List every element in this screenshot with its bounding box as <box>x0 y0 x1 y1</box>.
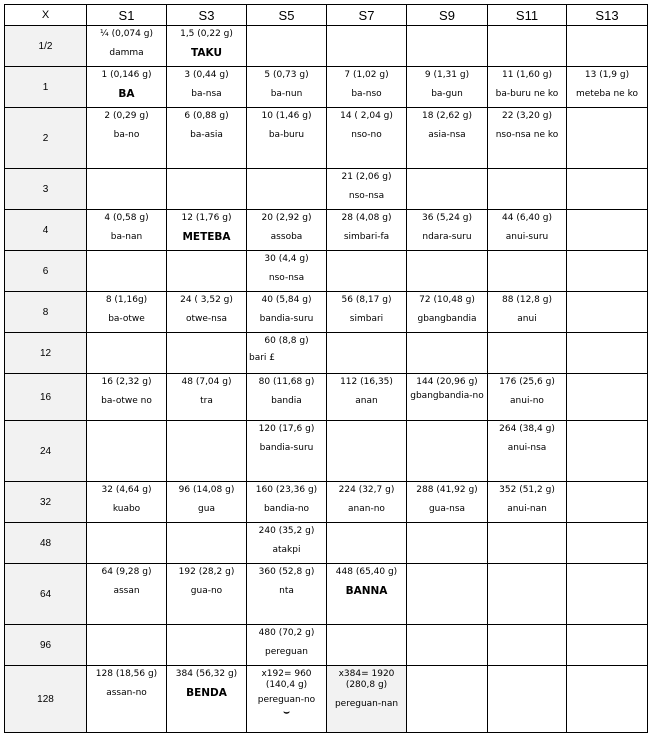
empty-cell <box>488 625 567 666</box>
empty-cell <box>567 108 648 169</box>
empty-cell <box>488 523 567 564</box>
empty-cell <box>327 625 407 666</box>
table-cell <box>247 210 327 251</box>
empty-cell <box>327 26 407 67</box>
empty-cell <box>407 169 488 210</box>
weight-name: meteba ne ko <box>576 89 638 99</box>
empty-cell <box>407 251 488 292</box>
weight-name: ba-no <box>113 130 140 140</box>
weight-value: 224 (32,7 g) <box>338 485 395 495</box>
weight-value: 3 (0,44 g) <box>184 70 229 80</box>
weight-name: METEBA <box>182 231 231 243</box>
table-cell <box>327 292 407 333</box>
col-header-s11: S11 <box>488 5 567 26</box>
weight-value: 6 (0,88 g) <box>184 111 229 121</box>
table-row <box>5 421 648 482</box>
empty-cell <box>567 251 648 292</box>
table-cell <box>167 67 247 108</box>
annotation-mark: ⌣ <box>283 707 290 718</box>
table-cell <box>407 482 488 523</box>
weight-value: 36 (5,24 g) <box>422 213 472 223</box>
table-cell <box>167 210 247 251</box>
weight-value: 20 (2,92 g) <box>261 213 312 223</box>
weight-name: ba-asia <box>190 130 223 140</box>
row-multiplier-cell: 8 <box>5 292 87 333</box>
table-cell <box>327 108 407 169</box>
table-row <box>5 292 648 333</box>
empty-cell <box>488 169 567 210</box>
weight-value: 2 (0,29 g) <box>104 111 149 121</box>
row-multiplier-cell: 128 <box>5 666 87 733</box>
weight-name: bari £ <box>249 353 276 363</box>
weight-value: 448 (65,40 g) <box>335 567 398 577</box>
empty-cell <box>567 292 648 333</box>
table-row <box>5 374 648 421</box>
empty-cell <box>567 482 648 523</box>
table-cell <box>247 374 327 421</box>
weight-name: nso-no <box>351 130 382 140</box>
weight-value: 56 (8,17 g) <box>341 295 392 305</box>
weight-value: 44 (6,40 g) <box>502 213 552 223</box>
weight-name: bandia-no <box>263 504 310 514</box>
empty-cell <box>407 523 488 564</box>
table-row <box>5 210 648 251</box>
weight-name: BANNA <box>345 585 388 597</box>
weight-value: 120 (17,6 g) <box>258 424 315 434</box>
weight-value: 360 (52,8 g) <box>258 567 315 577</box>
table-cell <box>247 523 327 564</box>
table-cell <box>247 666 327 733</box>
table-cell <box>488 374 567 421</box>
table-cell <box>407 374 488 421</box>
table-cell <box>488 292 567 333</box>
empty-cell <box>407 666 488 733</box>
table-cell <box>488 421 567 482</box>
weight-name: bandia-suru <box>259 314 314 324</box>
empty-cell <box>567 333 648 374</box>
header-row <box>5 5 648 26</box>
col-header-s3: S3 <box>167 5 247 26</box>
table-cell <box>247 333 327 374</box>
weight-name: assan <box>113 586 140 596</box>
weight-name: tra <box>200 396 213 406</box>
table-cell <box>247 482 327 523</box>
col-header-s13: S13 <box>567 5 648 26</box>
row-multiplier-cell: 16 <box>5 374 87 421</box>
table-cell <box>87 666 167 733</box>
table-cell <box>247 421 327 482</box>
weight-value: 64 (9,28 g) <box>101 567 152 577</box>
weight-name: ba-otwe <box>108 314 145 324</box>
weight-name: gua <box>198 504 215 514</box>
table-cell <box>87 374 167 421</box>
table-row <box>5 482 648 523</box>
row-multiplier-cell: 4 <box>5 210 87 251</box>
weight-name: assan-no <box>106 688 147 698</box>
empty-cell <box>167 333 247 374</box>
weight-value: 176 (25,6 g) <box>499 377 555 387</box>
weight-name: ndara-suru <box>422 232 472 242</box>
weight-value: x192= 960 (140,4 g) <box>261 669 312 690</box>
table-cell <box>327 169 407 210</box>
empty-cell <box>167 169 247 210</box>
weight-name: gbangbandia-no <box>410 391 484 401</box>
table-cell <box>407 292 488 333</box>
weight-name: pereguan <box>265 647 308 657</box>
empty-cell <box>488 333 567 374</box>
table-cell <box>488 210 567 251</box>
empty-cell <box>247 26 327 67</box>
weight-name: bandia <box>271 396 302 406</box>
row-multiplier-cell: 24 <box>5 421 87 482</box>
row-multiplier-cell: 6 <box>5 251 87 292</box>
empty-cell <box>247 169 327 210</box>
table-cell <box>327 210 407 251</box>
empty-cell <box>327 523 407 564</box>
empty-cell <box>87 251 167 292</box>
empty-cell <box>567 625 648 666</box>
weight-value: 192 (28,2 g) <box>178 567 235 577</box>
weight-value: 60 (8,8 g) <box>264 336 309 346</box>
weight-name: ba-nun <box>270 89 303 99</box>
weight-value: 96 (14,08 g) <box>178 485 235 495</box>
gold-weight-table <box>4 4 648 733</box>
weight-name: anan <box>355 396 378 406</box>
col-header-s1: S1 <box>87 5 167 26</box>
table-cell <box>327 482 407 523</box>
table-cell <box>167 26 247 67</box>
weight-name: damma <box>109 48 144 58</box>
table-cell <box>167 666 247 733</box>
weight-name: nso-nsa ne ko <box>495 130 559 140</box>
row-multiplier-cell: 96 <box>5 625 87 666</box>
table-cell <box>87 67 167 108</box>
empty-cell <box>87 169 167 210</box>
weight-name: atakpi <box>272 545 301 555</box>
table-cell <box>488 108 567 169</box>
weight-value: 4 (0,58 g) <box>104 213 149 223</box>
row-multiplier-cell: 2 <box>5 108 87 169</box>
row-multiplier-cell: 1 <box>5 67 87 108</box>
weight-name: gua-nsa <box>428 504 466 514</box>
empty-cell <box>488 251 567 292</box>
weight-name: anui-nan <box>507 504 547 514</box>
empty-cell <box>167 251 247 292</box>
weight-name: anui-nsa <box>507 443 547 453</box>
weight-value: 5 (0,73 g) <box>264 70 309 80</box>
table-cell <box>407 108 488 169</box>
weight-value: 88 (12,8 g) <box>502 295 552 305</box>
empty-cell <box>567 666 648 733</box>
empty-cell <box>567 26 648 67</box>
weight-value: 1,5 (0,22 g) <box>180 29 233 39</box>
row-multiplier-cell: 3 <box>5 169 87 210</box>
weight-value: 18 (2,62 g) <box>422 111 472 121</box>
weight-name: kuabo <box>112 504 141 514</box>
weight-value: 144 (20,96 g) <box>416 377 478 387</box>
weight-name: bandia-suru <box>259 443 314 453</box>
empty-cell <box>167 523 247 564</box>
row-multiplier-cell: 48 <box>5 523 87 564</box>
weight-value: 1 (0,146 g) <box>101 70 152 80</box>
table-row <box>5 523 648 564</box>
weight-value: 80 (11,68 g) <box>258 377 315 387</box>
table-cell <box>87 108 167 169</box>
weight-name: gua-no <box>190 586 223 596</box>
weight-value: 112 (16,35) <box>340 377 393 387</box>
table-cell <box>167 374 247 421</box>
row-multiplier-cell: 12 <box>5 333 87 374</box>
empty-cell <box>567 169 648 210</box>
weight-name: simbari <box>349 314 384 324</box>
weight-name: nta <box>279 586 294 596</box>
empty-cell <box>407 26 488 67</box>
table-cell <box>87 292 167 333</box>
weight-value: 7 (1,02 g) <box>344 70 389 80</box>
weight-name: nso-nsa <box>348 191 385 201</box>
empty-cell <box>407 564 488 625</box>
table-cell <box>87 482 167 523</box>
empty-cell <box>327 251 407 292</box>
weight-value: 48 (7,04 g) <box>181 377 232 387</box>
table-row <box>5 333 648 374</box>
table-cell <box>407 210 488 251</box>
weight-name: simbari-fa <box>343 232 390 242</box>
weight-value: ¼ (0,074 g) <box>100 29 153 39</box>
weight-value: x384= 1920 (280,8 g) <box>338 669 395 690</box>
empty-cell <box>407 625 488 666</box>
table-cell <box>87 26 167 67</box>
weight-name: anui-suru <box>505 232 549 242</box>
empty-cell <box>567 523 648 564</box>
empty-cell <box>488 26 567 67</box>
table-cell <box>87 564 167 625</box>
weight-name: BENDA <box>186 687 227 699</box>
table-cell <box>407 67 488 108</box>
weight-name: ba-nan <box>110 232 143 242</box>
weight-name: TAKU <box>191 47 222 59</box>
row-multiplier-cell: 1/2 <box>5 26 87 67</box>
weight-name: ba-buru ne ko <box>495 89 559 99</box>
weight-value: 8 (1,16g) <box>105 295 148 305</box>
weight-value: 264 (38,4 g) <box>499 424 555 434</box>
col-header-s5: S5 <box>247 5 327 26</box>
table-row <box>5 26 648 67</box>
table-cell <box>247 292 327 333</box>
weight-name: anui-no <box>510 396 544 406</box>
weight-name: ba-nsa <box>191 89 222 99</box>
weight-value: 10 (1,46 g) <box>261 111 312 121</box>
col-header-s9: S9 <box>407 5 488 26</box>
table-cell <box>247 625 327 666</box>
table-cell <box>167 482 247 523</box>
empty-cell <box>87 523 167 564</box>
weight-name: anui <box>517 314 537 324</box>
empty-cell <box>87 625 167 666</box>
weight-value: 9 (1,31 g) <box>424 70 470 80</box>
col-header-s7: S7 <box>327 5 407 26</box>
table-cell <box>87 210 167 251</box>
empty-cell <box>407 421 488 482</box>
weight-name: ba-otwe no <box>101 396 152 406</box>
weight-name: ba-buru <box>268 130 305 140</box>
weight-value: 352 (51,2 g) <box>499 485 555 495</box>
empty-cell <box>327 421 407 482</box>
weight-value: 16 (2,32 g) <box>101 377 152 387</box>
weight-name: assoba <box>270 232 303 242</box>
table-cell <box>327 67 407 108</box>
empty-cell <box>407 333 488 374</box>
table-cell <box>167 292 247 333</box>
empty-cell <box>87 421 167 482</box>
table-cell <box>247 67 327 108</box>
table-row <box>5 666 648 733</box>
weight-value: 14 ( 2,04 g) <box>340 111 393 121</box>
empty-cell <box>567 421 648 482</box>
weight-name: ba-gun <box>431 89 463 99</box>
table-cell <box>247 251 327 292</box>
empty-cell <box>327 333 407 374</box>
col-header-x: X <box>5 5 87 26</box>
table-row <box>5 251 648 292</box>
table-row <box>5 625 648 666</box>
table-cell <box>247 108 327 169</box>
weight-value: 240 (35,2 g) <box>258 526 315 536</box>
weight-name: pereguan-no <box>257 695 316 705</box>
row-multiplier-cell: 32 <box>5 482 87 523</box>
table-row <box>5 564 648 625</box>
weight-value: 72 (10,48 g) <box>419 295 475 305</box>
table-cell <box>488 482 567 523</box>
weight-name: anan-no <box>348 504 385 514</box>
empty-cell <box>567 210 648 251</box>
weight-value: 12 (1,76 g) <box>181 213 232 223</box>
table-row <box>5 67 648 108</box>
weight-name: ba-nso <box>351 89 382 99</box>
table-cell <box>567 67 648 108</box>
table-cell <box>327 564 407 625</box>
empty-cell <box>167 421 247 482</box>
weight-value: 128 (18,56 g) <box>95 669 158 679</box>
weight-name: BA <box>118 88 135 100</box>
weight-value: 40 (5,84 g) <box>261 295 312 305</box>
weight-value: 13 (1,9 g) <box>584 70 630 80</box>
weight-name: gbangbandia <box>417 314 477 324</box>
weight-name: nso-nsa <box>268 273 305 283</box>
weight-value: 32 (4,64 g) <box>101 485 152 495</box>
empty-cell <box>567 564 648 625</box>
weight-value: 21 (2,06 g) <box>341 172 392 182</box>
table-cell <box>167 108 247 169</box>
weight-value: 480 (70,2 g) <box>258 628 315 638</box>
empty-cell <box>488 564 567 625</box>
table-cell <box>327 374 407 421</box>
weight-value: 160 (23,36 g) <box>255 485 318 495</box>
weight-value: 11 (1,60 g) <box>502 70 552 80</box>
weight-name: pereguan-nan <box>334 699 399 709</box>
table-cell <box>327 666 407 733</box>
weight-value: 30 (4,4 g) <box>264 254 309 264</box>
table-cell <box>247 564 327 625</box>
weight-name: asia-nsa <box>428 130 466 140</box>
empty-cell <box>567 374 648 421</box>
empty-cell <box>167 625 247 666</box>
weight-name: otwe-nsa <box>185 314 228 324</box>
weight-value: 288 (41,92 g) <box>416 485 478 495</box>
weight-value: 28 (4,08 g) <box>341 213 392 223</box>
row-multiplier-cell: 64 <box>5 564 87 625</box>
empty-cell <box>87 333 167 374</box>
table-cell <box>167 564 247 625</box>
weight-value: 24 ( 3,52 g) <box>180 295 233 305</box>
table-row <box>5 169 648 210</box>
empty-cell <box>488 666 567 733</box>
weight-value: 22 (3,20 g) <box>502 111 552 121</box>
table-row <box>5 108 648 169</box>
weight-value: 384 (56,32 g) <box>175 669 238 679</box>
table-cell <box>488 67 567 108</box>
